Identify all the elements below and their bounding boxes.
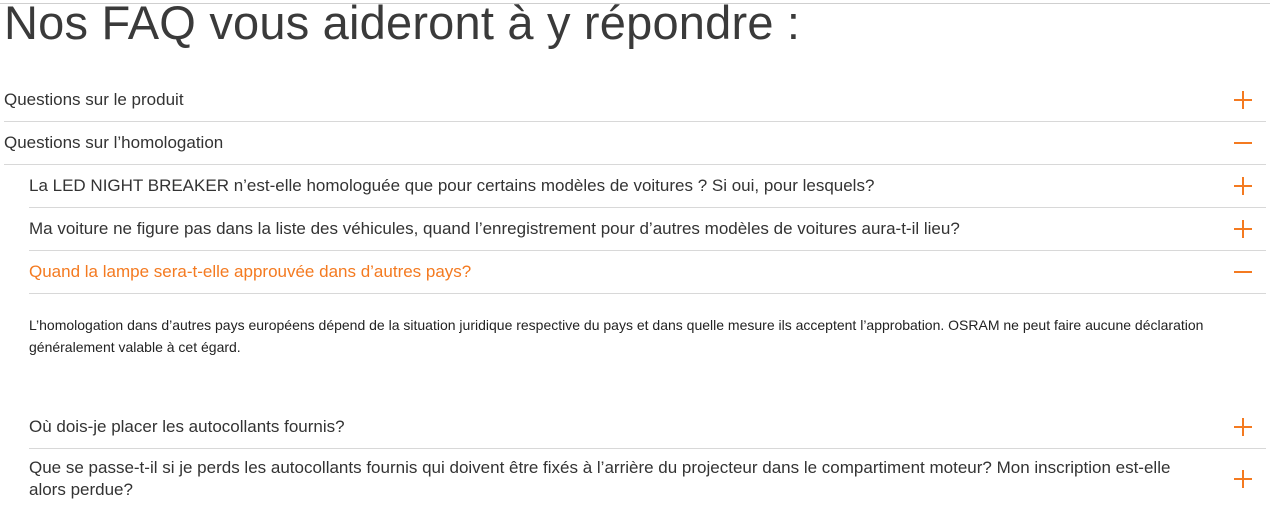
faq-question-registration[interactable] bbox=[29, 208, 1266, 251]
minus-icon[interactable] bbox=[1233, 262, 1253, 282]
faq-question-label: Quand la lampe sera-t-elle approuvée dans d’autres pays? bbox=[29, 262, 472, 281]
faq-question-stickers-placement[interactable] bbox=[29, 406, 1266, 449]
faq-question-label: Que se passe-t-il si je perds les autocollants fournis qui doivent être fixés à l’arrière du projecteur dans le compartiment moteur? Mon inscription est-elle alors perdue? bbox=[29, 457, 1171, 499]
plus-icon[interactable] bbox=[1233, 176, 1253, 196]
faq-answer: L’homologation dans d’autres pays européens dépend de la situation juridique respective du pays et dans quelle mesure ils acceptent l’approbation. OSRAM ne peut faire aucune déclaration généralement valable à cet égard. bbox=[29, 317, 1204, 355]
faq-category-label: Questions sur l’homologation bbox=[4, 133, 224, 152]
faq-question-label: Où dois-je placer les autocollants fournis? bbox=[29, 417, 345, 436]
faq-question-label: Ma voiture ne figure pas dans la liste des véhicules, quand l’enregistrement pour d’autres modèles de voitures aura-t-il lieu? bbox=[29, 219, 960, 238]
faq-question-models[interactable] bbox=[29, 165, 1266, 208]
plus-icon[interactable] bbox=[1233, 219, 1253, 239]
faq-category-homologation[interactable] bbox=[4, 122, 1266, 165]
plus-icon[interactable] bbox=[1233, 469, 1253, 489]
plus-icon[interactable] bbox=[1233, 417, 1253, 437]
faq-category-label: Questions sur le produit bbox=[4, 90, 184, 109]
faq-category-produit[interactable] bbox=[4, 79, 1266, 122]
faq-question-other-countries[interactable] bbox=[29, 251, 1266, 294]
minus-icon[interactable] bbox=[1233, 133, 1253, 153]
plus-icon[interactable] bbox=[1233, 90, 1253, 110]
page-title: Nos FAQ vous aideront à y répondre : bbox=[4, 0, 801, 49]
faq-question-label: La LED NIGHT BREAKER n’est-elle homologuée que pour certains modèles de voitures ? Si oui, pour lesquels? bbox=[29, 176, 875, 195]
faq-question-stickers-lost[interactable] bbox=[29, 449, 1266, 508]
